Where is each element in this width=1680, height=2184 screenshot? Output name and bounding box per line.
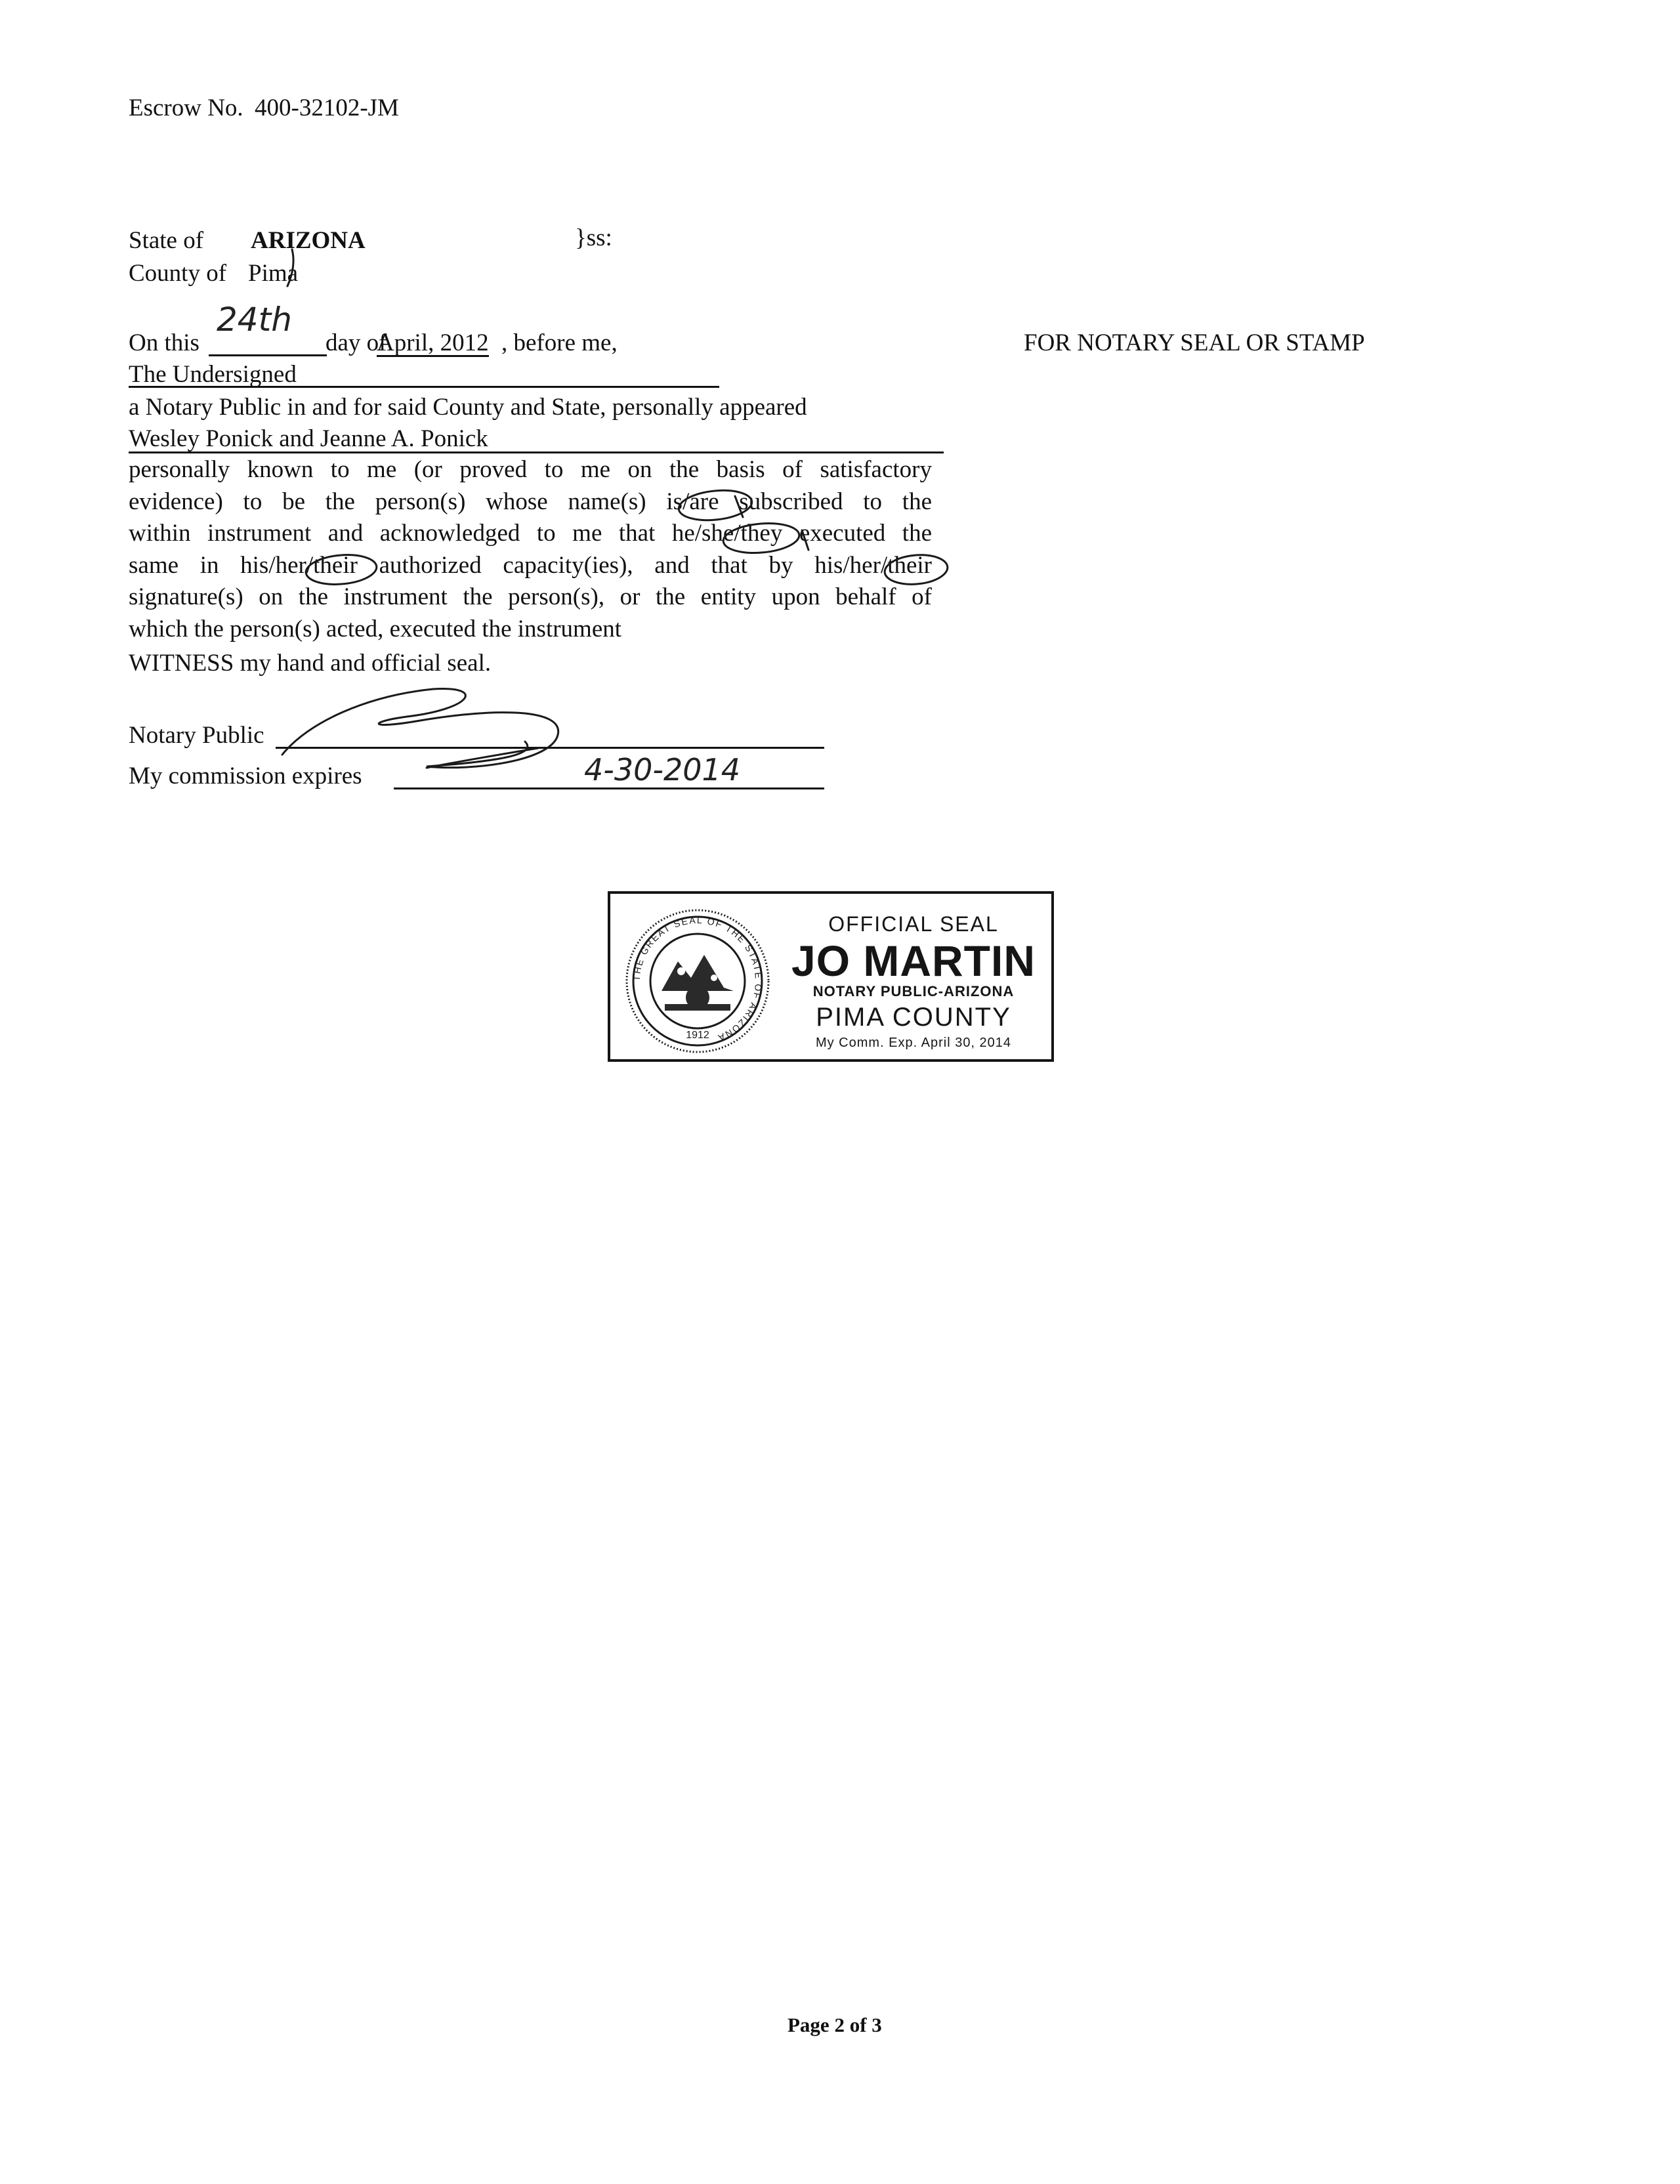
seal-year: 1912 xyxy=(686,1030,709,1041)
notary-signature xyxy=(282,689,558,768)
acknowledgment-date: April, 2012 xyxy=(377,329,489,356)
commission-expires-label: My commission expires xyxy=(129,763,362,789)
stamp-notary-name: JO MARTIN xyxy=(791,936,1036,985)
stamp-official-seal: OFFICIAL SEAL xyxy=(828,912,999,936)
witness-statement: WITNESS my hand and official seal. xyxy=(129,650,492,677)
pima-pen-mark xyxy=(287,249,293,286)
notary-public-statement: a Notary Public in and for said County and State, personally appeared xyxy=(129,394,807,421)
body-line: evidence) to be the person(s) whose name(s) is/are subscribed to the xyxy=(129,488,932,515)
handwritten-commission-date: 4-30-2014 xyxy=(584,752,741,788)
handwritten-day: 24th xyxy=(217,301,292,339)
strike-mark xyxy=(802,530,808,550)
county-label: County of xyxy=(129,260,227,287)
county-value: Pima xyxy=(248,260,299,287)
body-line: signature(s) on the instrument the person(s), or the entity upon behalf of xyxy=(129,583,932,610)
escrow-label: Escrow No. xyxy=(129,94,243,121)
body-line: which the person(s) acted, executed the instrument xyxy=(129,615,622,642)
officer-name: The Undersigned xyxy=(129,361,297,388)
circle-are xyxy=(677,487,753,523)
on-this-label: On this xyxy=(129,329,200,356)
page-number: Page 2 of 3 xyxy=(788,2013,882,2036)
body-line: within instrument and acknowledged to me that he/she/they executed the xyxy=(129,520,932,547)
circle-their-1 xyxy=(304,552,377,587)
stamp-county: PIMA COUNTY xyxy=(816,1003,1011,1032)
ss-venue-mark: }ss: xyxy=(575,224,612,251)
state-label: State of xyxy=(129,227,204,254)
escrow-number: 400-32102-JM xyxy=(255,94,399,121)
arizona-state-seal-icon xyxy=(616,906,780,1057)
day-of-label: day of xyxy=(326,329,387,356)
stamp-expiry: My Comm. Exp. April 30, 2014 xyxy=(815,1036,1012,1050)
appeared-names: Wesley Ponick and Jeanne A. Ponick xyxy=(129,425,488,452)
notary-public-label: Notary Public xyxy=(129,722,264,749)
circle-they xyxy=(722,520,800,556)
notary-seal-box-label: FOR NOTARY SEAL OR STAMP xyxy=(1024,329,1365,356)
notary-stamp xyxy=(608,891,1054,1062)
state-value: ARIZONA xyxy=(251,227,366,254)
body-line: same in his/her/their authorized capacity(ies), and that by his/her/their xyxy=(129,551,932,579)
stamp-title: NOTARY PUBLIC-ARIZONA xyxy=(812,983,1015,999)
seal-ring-text: THE GREAT SEAL OF THE STATE OF ARIZONA xyxy=(631,914,765,1044)
body-line: personally known to me (or proved to me on the basis of satisfactory xyxy=(129,456,932,483)
circle-their-2 xyxy=(883,553,948,587)
before-me-text: , before me, xyxy=(501,329,618,356)
